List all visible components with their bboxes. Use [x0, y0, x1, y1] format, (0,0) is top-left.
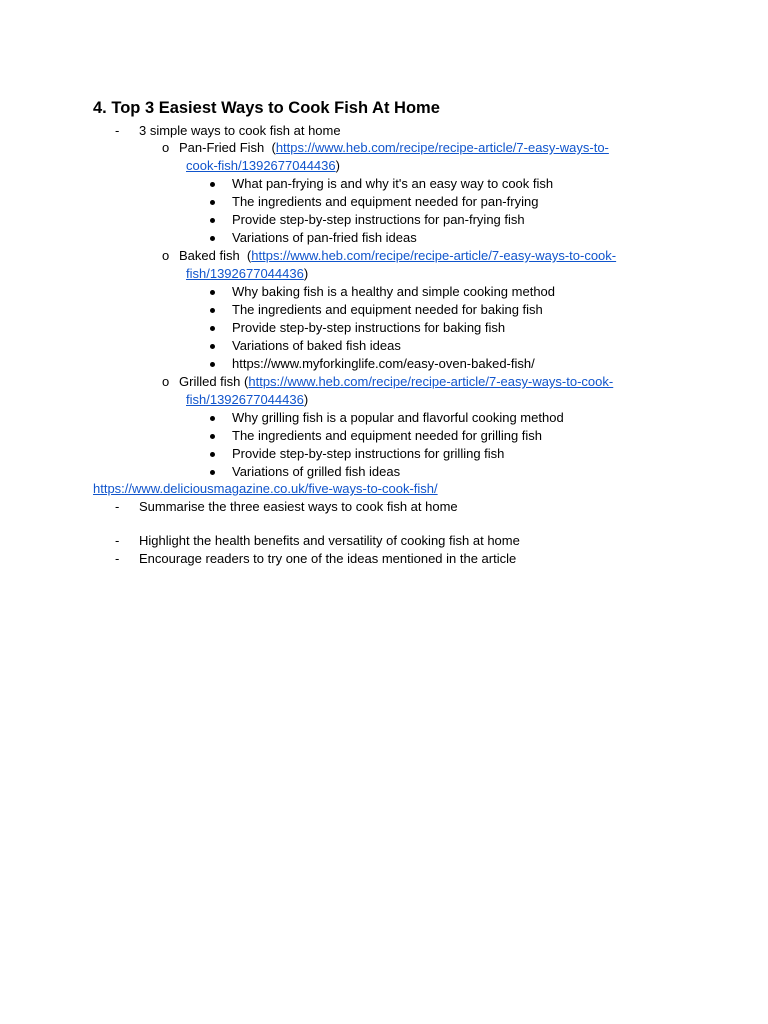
bullet-icon: [210, 452, 215, 457]
bullet-icon: [210, 470, 215, 475]
method-line-pan-fried: Pan-Fried Fish (https://www.heb.com/recipe/recipe-article/7-easy-ways-to-: [179, 140, 609, 155]
recipe-link[interactable]: https://www.heb.com/recipe/recipe-article/7-easy-ways-to-cook-: [248, 374, 614, 389]
bullet-icon: [210, 290, 215, 295]
dash-marker: -: [115, 551, 120, 566]
extra-link-line: [93, 480, 438, 498]
bullet-icon: [210, 416, 215, 421]
intro-text: 3 simple ways to cook fish at home: [139, 123, 341, 138]
bullet-item: Variations of pan-fried fish ideas: [232, 230, 417, 245]
circle-bullet-icon: o: [162, 248, 170, 263]
bullet-icon: [210, 362, 215, 367]
closing-item: Encourage readers to try one of the ideas mentioned in the article: [139, 551, 517, 566]
method-link-cont: fish/1392677044436): [186, 266, 309, 281]
bullet-icon: [210, 326, 215, 331]
method-line-baked: Baked fish (https://www.heb.com/recipe/recipe-article/7-easy-ways-to-cook-: [179, 248, 617, 263]
dash-marker: -: [115, 499, 120, 514]
closing-item: Summarise the three easiest ways to cook fish at home: [139, 499, 458, 514]
closing-item: Highlight the health benefits and versatility of cooking fish at home: [139, 533, 520, 548]
bullet-item: The ingredients and equipment needed for grilling fish: [232, 428, 543, 443]
method-label: Baked fish: [179, 248, 240, 263]
recipe-link[interactable]: https://www.heb.com/recipe/recipe-article/7-easy-ways-to-cook-: [251, 248, 617, 263]
bullet-item-url: https://www.myforkinglife.com/easy-oven-baked-fish/: [232, 356, 535, 371]
bullet-item: The ingredients and equipment needed for baking fish: [232, 302, 543, 317]
recipe-link-cont[interactable]: fish/1392677044436: [186, 392, 304, 407]
bullet-item: Variations of grilled fish ideas: [232, 464, 401, 479]
delicious-magazine-link[interactable]: https://www.deliciousmagazine.co.uk/five-ways-to-cook-fish/: [93, 481, 438, 496]
method-label: Pan-Fried Fish: [179, 140, 265, 155]
bullet-icon: [210, 218, 215, 223]
recipe-link-cont[interactable]: fish/1392677044436: [186, 266, 304, 281]
section-heading: 4. Top 3 Easiest Ways to Cook Fish At Home: [93, 99, 440, 117]
bullet-item: Provide step-by-step instructions for pan-frying fish: [232, 212, 525, 227]
method-label: Grilled fish: [179, 374, 241, 389]
dash-marker: -: [115, 123, 120, 138]
bullet-item: What pan-frying is and why it's an easy way to cook fish: [232, 176, 554, 191]
circle-bullet-icon: o: [162, 140, 170, 155]
method-link-cont: cook-fish/1392677044436): [186, 158, 340, 173]
dash-marker: -: [115, 533, 120, 548]
recipe-link[interactable]: https://www.heb.com/recipe/recipe-article/7-easy-ways-to-: [275, 140, 609, 155]
method-link-cont: fish/1392677044436): [186, 392, 309, 407]
bullet-item: Why grilling fish is a popular and flavorful cooking method: [232, 410, 564, 425]
bullet-icon: [210, 182, 215, 187]
bullet-item: The ingredients and equipment needed for pan-frying: [232, 194, 539, 209]
recipe-link-cont[interactable]: cook-fish/1392677044436: [186, 158, 336, 173]
bullet-icon: [210, 200, 215, 205]
bullet-icon: [210, 434, 215, 439]
bullet-item: Why baking fish is a healthy and simple cooking method: [232, 284, 556, 299]
bullet-icon: [210, 344, 215, 349]
bullet-icon: [210, 308, 215, 313]
circle-bullet-icon: o: [162, 374, 170, 389]
bullet-item: Provide step-by-step instructions for grilling fish: [232, 446, 505, 461]
bullet-icon: [210, 236, 215, 241]
bullet-item: Provide step-by-step instructions for baking fish: [232, 320, 506, 335]
method-line-grilled: Grilled fish (https://www.heb.com/recipe/recipe-article/7-easy-ways-to-cook-: [179, 374, 614, 389]
bullet-item: Variations of baked fish ideas: [232, 338, 401, 353]
